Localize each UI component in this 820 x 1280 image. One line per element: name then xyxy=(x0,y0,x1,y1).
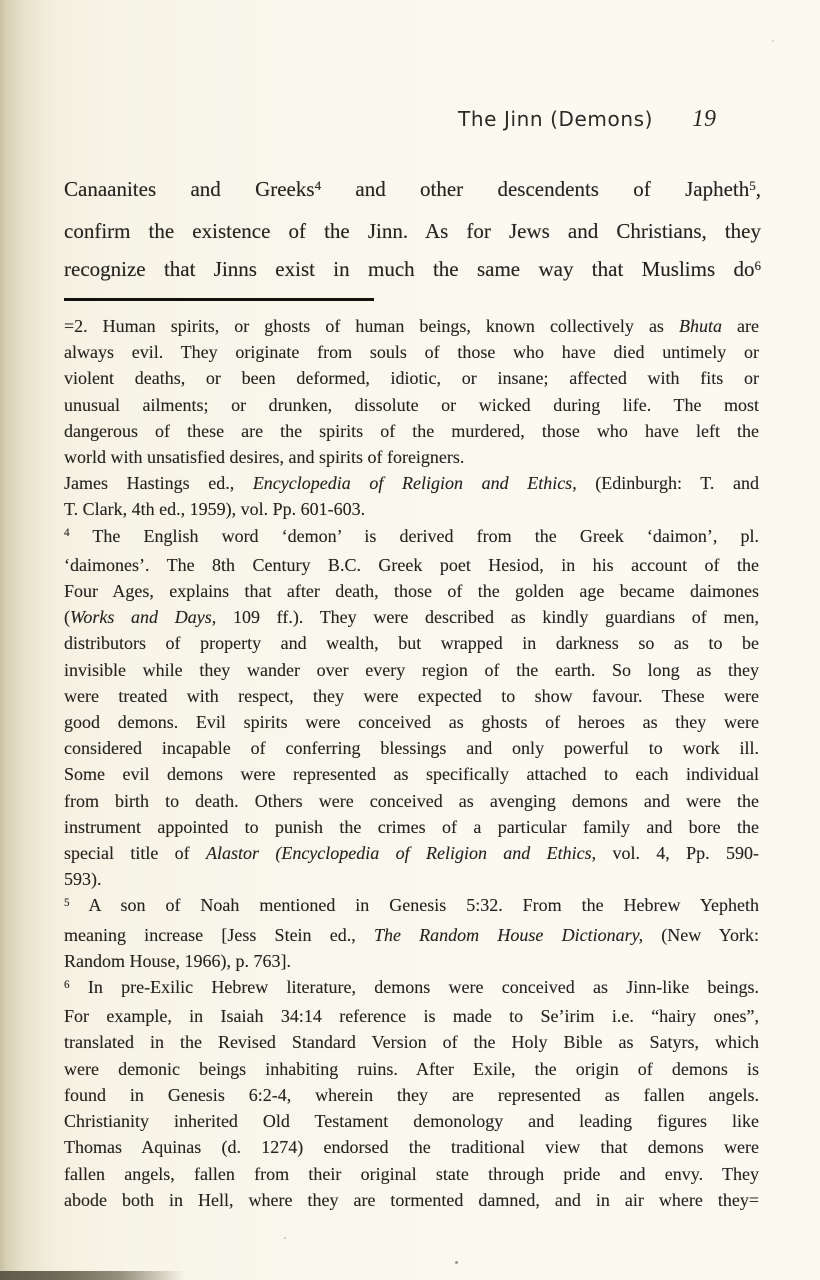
text-segment: ‘daimones’. The 8th Century B.C. Greek poet Hesiod, in his account of the xyxy=(64,554,759,575)
text-segment: were demonic beings inhabiting ruins. After Exile, the origin of demons is xyxy=(64,1058,759,1079)
text-line xyxy=(64,250,761,292)
text-segment: In pre-Exilic Hebrew literature, demons were conceived as Jinn-like beings. xyxy=(69,977,759,998)
page-number: 19 xyxy=(692,106,716,132)
scan-speckle xyxy=(284,1237,286,1239)
text-line xyxy=(64,470,759,496)
text-line xyxy=(64,892,759,921)
text-segment: Christianity inherited Old Testament demonology and leading figures like xyxy=(64,1111,759,1132)
text-segment: The Random House Dictionary, xyxy=(373,924,644,945)
text-segment: instrument appointed to punish the crimes of a particular family and bore the xyxy=(64,816,759,837)
text-segment: Canaanites and Greeks xyxy=(64,177,315,201)
text-segment: For example, in Isaiah 34:14 reference is made to Se’irim i.e. “hairy ones”, xyxy=(64,1006,759,1027)
text-segment: meaning increase [Jess Stein ed., xyxy=(64,924,374,945)
text-line xyxy=(64,974,759,1003)
text-line xyxy=(64,392,759,418)
text-line xyxy=(64,735,759,761)
text-line xyxy=(64,814,759,840)
scan-edge-artifact xyxy=(0,1271,185,1280)
text-line xyxy=(64,1029,759,1055)
text-segment: James Hastings ed., xyxy=(64,473,253,494)
text-segment: (New York: xyxy=(643,924,759,945)
text-segment: , xyxy=(755,177,761,201)
footnote-marker: 6 xyxy=(754,257,761,273)
text-line xyxy=(64,1134,759,1160)
text-segment: fallen angels, fallen from their original state through pride and envy. They xyxy=(64,1163,759,1184)
running-header-title: The Jinn (Demons) xyxy=(458,107,654,131)
footnote-marker: 4 xyxy=(64,527,70,540)
text-line xyxy=(64,418,759,444)
text-line xyxy=(64,1108,759,1134)
text-line xyxy=(64,788,759,814)
text-segment: , (Edinburgh: T. and xyxy=(572,473,759,494)
text-segment: are xyxy=(721,316,759,336)
text-segment: A son of Noah mentioned in Genesis 5:32. From the Hebrew Yepheth xyxy=(69,895,759,916)
text-line xyxy=(64,683,759,709)
text-segment: good demons. Evil spirits were conceived as ghosts of heroes as they were xyxy=(64,712,759,733)
text-segment: ( xyxy=(64,607,70,628)
text-segment: from birth to death. Others were conceived as avenging demons and were the xyxy=(64,790,759,811)
scan-speckle xyxy=(772,40,774,42)
text-segment: Thomas Aquinas (d. 1274) endorsed the traditional view that demons were xyxy=(64,1137,759,1158)
text-segment: T. Clark, 4th ed., 1959), vol. Pp. 601-603. xyxy=(64,499,366,520)
text-line xyxy=(64,604,759,630)
text-segment: Alastor (Encyclopedia of Religion and Ethics xyxy=(205,843,592,864)
text-segment: Works and Days xyxy=(70,607,212,628)
text-segment: confirm the existence of the Jinn. As for Jews and Christians, they xyxy=(64,218,761,243)
text-line xyxy=(64,840,759,866)
text-line xyxy=(64,365,759,391)
text-segment: recognize that Jinns exist in much the same way that Muslims do xyxy=(64,257,755,281)
text-segment: Bhuta xyxy=(678,316,722,336)
footnote-marker: 5 xyxy=(749,177,756,193)
text-segment: found in Genesis 6:2-4, wherein they are represented as fallen angels. xyxy=(64,1084,759,1105)
footnote-marker: 5 xyxy=(64,897,70,910)
text-segment: special title of xyxy=(64,843,206,864)
text-line xyxy=(64,630,759,656)
text-line xyxy=(64,948,759,974)
text-line xyxy=(64,212,761,251)
text-line xyxy=(64,339,759,365)
running-header xyxy=(458,106,716,133)
text-line xyxy=(64,922,759,948)
text-line xyxy=(64,866,759,892)
scan-speckle xyxy=(455,1261,458,1264)
text-line xyxy=(64,552,759,578)
text-segment: translated in the Revised Standard Version of the Holy Bible as Satyrs, which xyxy=(64,1032,759,1053)
text-segment: The English word ‘demon’ is derived from the Greek ‘daimon’, pl. xyxy=(69,525,759,546)
footnotes-block xyxy=(64,313,759,1213)
text-line xyxy=(64,313,759,339)
text-segment: world with unsatisfied desires, and spirits of foreigners. xyxy=(64,447,465,468)
text-segment: distributors of property and wealth, but wrapped in darkness so as to be xyxy=(64,633,759,654)
text-line xyxy=(64,1003,759,1029)
text-segment: Random House, 1966), p. 763]. xyxy=(64,950,291,971)
text-line xyxy=(64,496,759,522)
text-segment: unusual ailments; or drunken, dissolute or wicked during life. The most xyxy=(64,394,759,415)
text-line xyxy=(64,170,761,212)
text-segment: , vol. 4, Pp. 590- xyxy=(591,843,759,864)
text-line xyxy=(64,1161,759,1187)
text-segment: invisible while they wander over every region of the earth. So long as they xyxy=(64,659,759,680)
text-segment: abode both in Hell, where they are tormented damned, and in air where they= xyxy=(64,1189,759,1210)
text-line xyxy=(64,578,759,604)
text-segment: Four Ages, explains that after death, those of the golden age became daimones xyxy=(64,581,759,602)
text-segment: =2. Human spirits, or ghosts of human beings, known collectively as xyxy=(64,316,679,336)
footnote-marker: 4 xyxy=(314,177,322,193)
text-segment: violent deaths, or been deformed, idiotic, or insane; affected with fits or xyxy=(64,368,759,389)
text-segment: 593). xyxy=(64,869,102,890)
text-line xyxy=(64,709,759,735)
footnote-rule xyxy=(64,298,374,301)
text-line xyxy=(64,1187,759,1213)
text-line xyxy=(64,1056,759,1082)
text-segment: always evil. They originate from souls of those who have died untimely or xyxy=(64,342,759,363)
text-line xyxy=(64,1082,759,1108)
text-segment: considered incapable of conferring blessings and only powerful to work ill. xyxy=(64,738,759,759)
text-segment: dangerous of these are the spirits of the murdered, those who have left the xyxy=(64,420,759,441)
text-segment: were treated with respect, they were expected to show favour. These were xyxy=(64,685,759,706)
text-line xyxy=(64,444,759,470)
body-paragraph xyxy=(64,170,761,292)
text-segment: , 109 ff.). They were described as kindly guardians of men, xyxy=(211,607,759,628)
footnote-marker: 6 xyxy=(64,978,70,991)
text-segment: Encyclopedia of Religion and Ethics xyxy=(252,473,573,494)
text-segment: Some evil demons were represented as specifically attached to each individual xyxy=(64,764,759,785)
text-line xyxy=(64,523,759,552)
text-line xyxy=(64,657,759,683)
text-segment: and other descendents of Japheth xyxy=(321,177,750,201)
text-line xyxy=(64,761,759,787)
